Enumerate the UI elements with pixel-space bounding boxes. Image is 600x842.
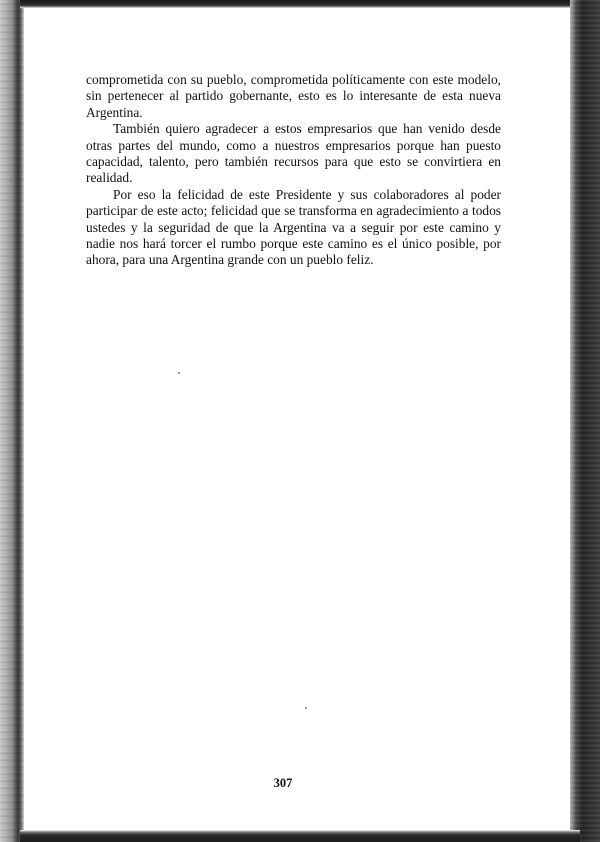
- page-edge-top: [20, 0, 580, 8]
- paragraph: También quiero agradecer a estos empresarios que han venido desde otras partes del mundo, como a nuestros empresarios porque han puesto capacidad, talento, pero también recursos para que esto se convirtiera en realidad.: [86, 121, 501, 186]
- page-edge-right: [570, 0, 600, 842]
- page-edge-bottom: [20, 830, 580, 842]
- scan-speck: [305, 707, 307, 709]
- paragraph-continuation: comprometida con su pueblo, comprometida políticamente con este modelo, sin pertenecer al partido gobernante, esto es lo interesante de esta nueva Argentina.: [86, 72, 501, 120]
- scan-speck: [10, 180, 12, 182]
- page-edge-left: [0, 0, 24, 842]
- page-number: 307: [273, 776, 293, 790]
- scan-speck: [178, 372, 180, 374]
- body-text: [86, 72, 501, 269]
- paragraph: Por eso la felicidad de este Presidente y sus colaboradores al poder participar de este acto; felicidad que se transforma en agradecimiento a todos ustedes y la seguridad de que la Argentina va a seguir por este camino y nadie nos hará torcer el rumbo porque este camino es el único posible, por ahora, para una Argentina grande con un pueblo feliz.: [86, 186, 501, 268]
